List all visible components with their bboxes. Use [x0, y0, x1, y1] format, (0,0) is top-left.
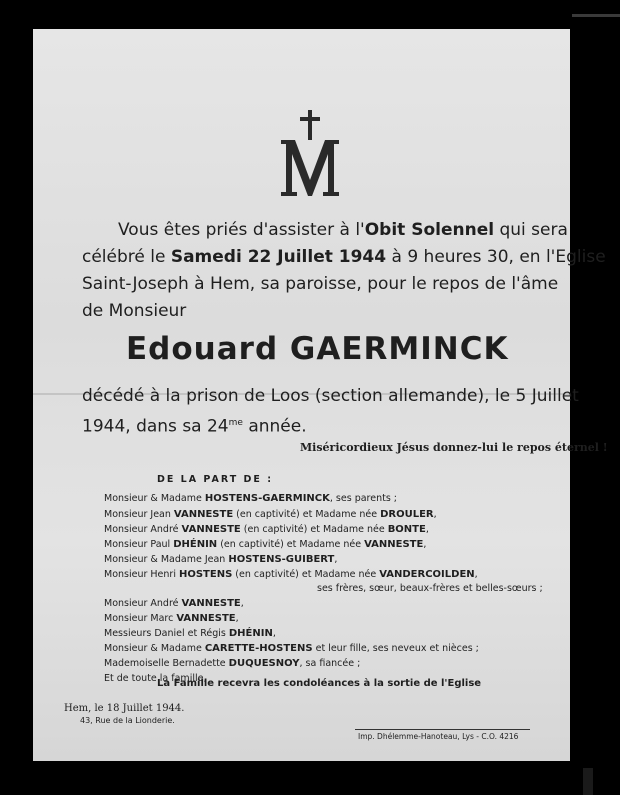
- family-surname: VANDERCOILDEN: [379, 569, 475, 580]
- family-surname: HOSTENS-GAERMINCK: [204, 493, 330, 504]
- printer-imprint: Imp. Dhélemme-Hanoteau, Lys - C.O. 4216: [358, 732, 519, 741]
- family-surname: VANNESTE: [173, 509, 234, 520]
- intro-text: de Monsieur: [82, 301, 187, 321]
- family-text: Monsieur André: [104, 598, 182, 609]
- family-surname: DUQUESNOY: [228, 658, 300, 669]
- family-text: Monsieur Henri: [104, 569, 179, 580]
- family-line: [104, 598, 244, 609]
- family-line: [104, 524, 429, 535]
- family-line: [104, 539, 426, 550]
- family-text: , sa fiancée ;: [299, 658, 361, 669]
- family-text: ,: [425, 524, 429, 535]
- family-text: Monsieur Marc: [104, 613, 177, 624]
- service-name: Obit Solennel: [364, 220, 495, 240]
- announcement-text: [82, 217, 606, 325]
- family-surname: HOSTENS: [178, 569, 233, 580]
- family-text: et leur fille, ses neveux et nièces ;: [312, 643, 479, 654]
- death-line: année.: [242, 416, 307, 437]
- family-line: [104, 493, 397, 504]
- family-line: [104, 613, 239, 624]
- family-surname: VANNESTE: [181, 598, 241, 609]
- family-text: ,: [334, 554, 338, 565]
- family-text: , ses parents ;: [329, 493, 398, 504]
- family-text: Monsieur Paul: [104, 539, 174, 550]
- family-surname: HOSTENS-GUIBERT: [228, 554, 335, 565]
- family-text: ses frères, sœur, beaux-frères et belles-sœurs ;: [317, 583, 543, 594]
- death-line: décédé à la prison de Loos (section allemande), le 5 Juillet: [82, 386, 579, 406]
- intro-text: Vous êtes priés d'assister à l': [118, 220, 365, 240]
- family-text: Monsieur & Madame: [104, 493, 205, 504]
- family-surname: DHÉNIN: [228, 628, 273, 639]
- death-line: 1944, dans sa 24: [82, 416, 229, 437]
- family-line: [104, 658, 360, 669]
- death-text: [82, 383, 579, 441]
- family-text: (en captivité) et Madame née: [233, 509, 381, 520]
- family-surname: VANNESTE: [181, 524, 241, 535]
- family-text: Mademoiselle Bernadette: [104, 658, 229, 669]
- family-text: ,: [474, 569, 478, 580]
- family-text: (en captivité) et Madame née: [240, 524, 388, 535]
- family-text: Et de toute la famille,: [104, 673, 207, 684]
- family-text: (en captivité) et Madame née: [217, 539, 365, 550]
- family-line: [104, 569, 478, 580]
- deceased-name: Edouard GAERMINCK: [126, 331, 509, 367]
- intro-text: qui sera: [494, 220, 568, 240]
- family-text: ,: [240, 598, 244, 609]
- family-line: [104, 509, 437, 520]
- family-text: Messieurs Daniel et Régis: [104, 628, 229, 639]
- family-surname: DHÉNIN: [173, 539, 218, 550]
- edge-mark: [572, 14, 620, 17]
- family-surname: BONTE: [387, 524, 426, 535]
- family-surname: VANNESTE: [176, 613, 236, 624]
- family-text: ,: [272, 628, 276, 639]
- family-surname: DROULER: [380, 509, 434, 520]
- place-date: Hem, le 18 Juillet 1944.: [64, 703, 185, 714]
- family-text: ,: [235, 613, 239, 624]
- cross-monogram-icon: [0, 108, 620, 208]
- family-text: (en captivité) et Madame née: [232, 569, 380, 580]
- family-line: [104, 554, 337, 565]
- divider: [355, 729, 530, 730]
- intro-text: à 9 heures 30, en l'Eglise: [386, 247, 606, 267]
- family-text: ,: [433, 509, 437, 520]
- reception-note: La Famille recevra les condoléances à la sortie de l'Eglise: [157, 678, 482, 689]
- family-surname: VANNESTE: [364, 539, 424, 550]
- family-line: [317, 583, 543, 594]
- family-text: Monsieur & Madame: [104, 643, 205, 654]
- family-text: Monsieur Jean: [104, 509, 174, 520]
- family-line: [104, 628, 276, 639]
- family-header: DE LA PART DE :: [157, 474, 273, 485]
- family-text: ,: [423, 539, 427, 550]
- edge-mark: [583, 768, 593, 795]
- service-date: Samedi 22 Juillet 1944: [170, 247, 387, 267]
- family-text: Monsieur & Madame Jean: [104, 554, 229, 565]
- intro-text: Saint-Joseph à Hem, sa paroisse, pour le repos de l'âme: [82, 274, 559, 294]
- intro-text: célébré le: [82, 247, 171, 267]
- prayer-motto: Miséricordieux Jésus donnez-lui le repos éternel !: [300, 441, 608, 454]
- family-text: Monsieur André: [104, 524, 182, 535]
- ordinal-suffix: me: [228, 418, 243, 428]
- address: 43, Rue de la Lionderie.: [80, 716, 175, 725]
- family-line: [104, 643, 479, 654]
- family-surname: CARETTE-HOSTENS: [204, 643, 313, 654]
